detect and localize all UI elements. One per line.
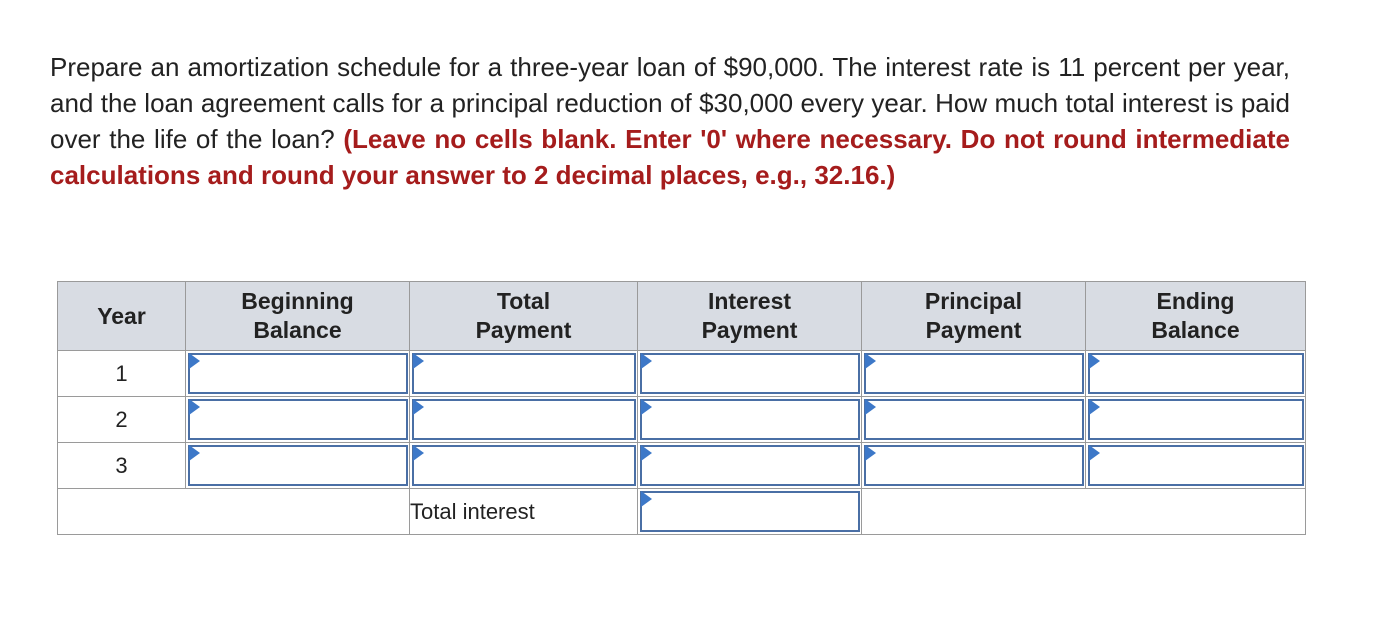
- beginning-balance-input[interactable]: [188, 445, 408, 486]
- interest-payment-cell: [638, 397, 862, 443]
- header-ending-balance: Ending Balance: [1086, 282, 1306, 351]
- question-text: [50, 49, 1290, 193]
- table-row: [58, 351, 1306, 397]
- table-row: [58, 397, 1306, 443]
- principal-payment-cell: [862, 443, 1086, 489]
- total-interest-cell: [638, 489, 862, 535]
- total-payment-cell: [410, 397, 638, 443]
- interest-payment-input[interactable]: [640, 399, 860, 440]
- total-interest-label: Total interest: [410, 489, 638, 535]
- principal-payment-input[interactable]: [864, 399, 1084, 440]
- total-row-spacer: [58, 489, 410, 535]
- input-flag-icon: [1089, 399, 1100, 415]
- interest-payment-input[interactable]: [640, 353, 860, 394]
- interest-payment-input[interactable]: [640, 445, 860, 486]
- ending-balance-cell: [1086, 443, 1306, 489]
- beginning-balance-cell: [186, 397, 410, 443]
- beginning-balance-input[interactable]: [188, 353, 408, 394]
- input-flag-icon: [865, 445, 876, 461]
- total-payment-input[interactable]: [412, 353, 636, 394]
- header-year: Year: [58, 282, 186, 351]
- ending-balance-input[interactable]: [1088, 445, 1304, 486]
- ending-balance-input[interactable]: [1088, 353, 1304, 394]
- question-body: Prepare an amortization schedule for a three-year loan of $90,000. The interest rate is 11 percent per year, and the loan agreement calls for a principal reduction of $30,000 every year. How much total interest is paid over the life of the loan?: [50, 52, 1290, 154]
- interest-payment-cell: [638, 351, 862, 397]
- ending-balance-cell: [1086, 351, 1306, 397]
- beginning-balance-cell: [186, 351, 410, 397]
- input-flag-icon: [413, 353, 424, 369]
- input-flag-icon: [189, 353, 200, 369]
- header-beginning-balance: Beginning Balance: [186, 282, 410, 351]
- input-flag-icon: [641, 353, 652, 369]
- beginning-balance-input[interactable]: [188, 399, 408, 440]
- input-flag-icon: [1089, 445, 1100, 461]
- header-interest-payment: Interest Payment: [638, 282, 862, 351]
- total-payment-input[interactable]: [412, 445, 636, 486]
- input-flag-icon: [865, 353, 876, 369]
- year-cell: 3: [58, 443, 186, 489]
- table-row: [58, 443, 1306, 489]
- total-interest-input[interactable]: [640, 491, 860, 532]
- input-flag-icon: [189, 399, 200, 415]
- input-flag-icon: [641, 491, 652, 507]
- header-principal-payment: Principal Payment: [862, 282, 1086, 351]
- total-interest-row: [58, 489, 1306, 535]
- year-cell: 1: [58, 351, 186, 397]
- table-header-row: [58, 282, 1306, 351]
- header-total-payment: Total Payment: [410, 282, 638, 351]
- input-flag-icon: [1089, 353, 1100, 369]
- question-instructions: (Leave no cells blank. Enter '0' where necessary. Do not round intermediate calculations and round your answer to 2 decimal places, e.g., 32.16.): [50, 124, 1290, 190]
- ending-balance-cell: [1086, 397, 1306, 443]
- principal-payment-input[interactable]: [864, 353, 1084, 394]
- total-payment-cell: [410, 443, 638, 489]
- year-cell: 2: [58, 397, 186, 443]
- total-payment-cell: [410, 351, 638, 397]
- input-flag-icon: [641, 445, 652, 461]
- ending-balance-input[interactable]: [1088, 399, 1304, 440]
- total-row-spacer: [862, 489, 1306, 535]
- input-flag-icon: [189, 445, 200, 461]
- amortization-table: [57, 281, 1306, 535]
- input-flag-icon: [641, 399, 652, 415]
- interest-payment-cell: [638, 443, 862, 489]
- principal-payment-cell: [862, 397, 1086, 443]
- principal-payment-cell: [862, 351, 1086, 397]
- beginning-balance-cell: [186, 443, 410, 489]
- input-flag-icon: [865, 399, 876, 415]
- input-flag-icon: [413, 399, 424, 415]
- principal-payment-input[interactable]: [864, 445, 1084, 486]
- total-payment-input[interactable]: [412, 399, 636, 440]
- input-flag-icon: [413, 445, 424, 461]
